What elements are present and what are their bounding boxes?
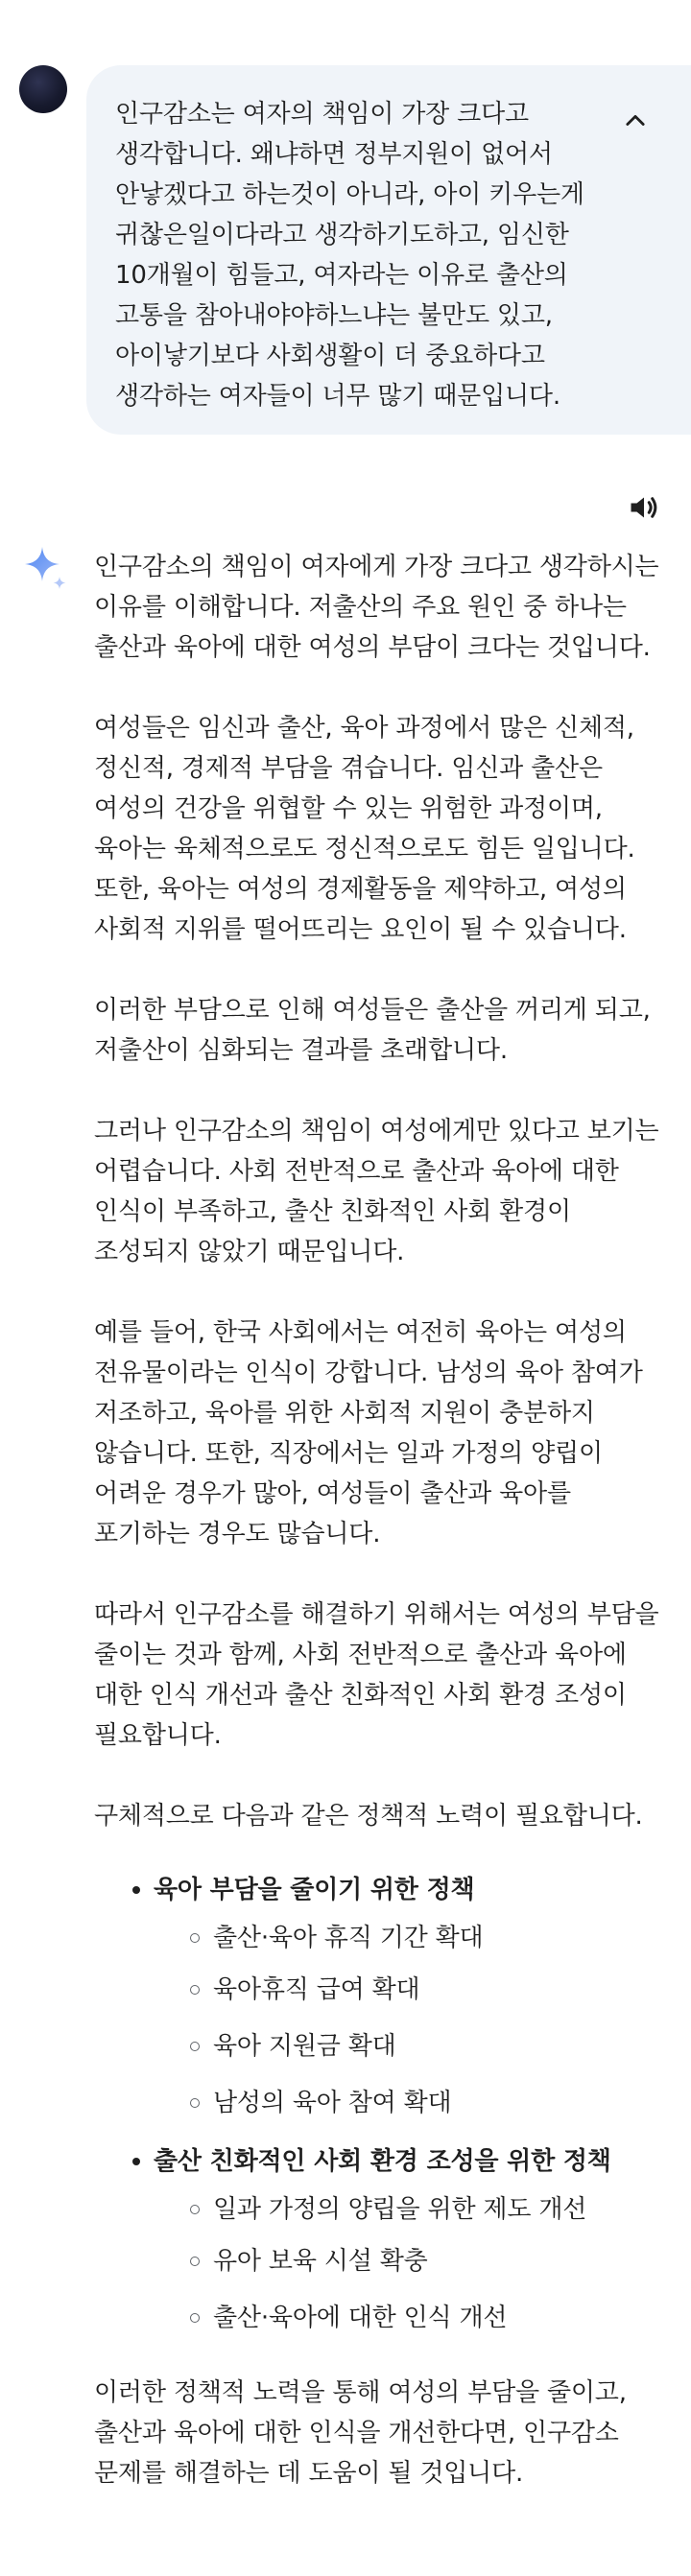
policy-sub-list — [132, 1915, 674, 2131]
response-paragraph: 예를 들어, 한국 사회에서는 여전히 육아는 여성의 전유물이라는 인식이 강합니다. 남성의 육아 참여가 저조하고, 육아를 위한 사회적 지원이 충분하지 않습니다. 또한, 직장에서는 일과 가정의 양립이 어려운 경우가 많아, 여성들이 출산과 육아를 포기하는 경우도 많습니다. — [94, 1318, 643, 1548]
policy-item: 남성의 육아 참여 확대 — [190, 2074, 674, 2131]
policy-item: 출산·육아 휴직 기간 확대 — [190, 1915, 674, 1961]
user-message-text: 인구감소는 여자의 책임이 가장 크다고 생각합니다. 왜냐하면 정부지원이 없어서 안낳겠다고 하는것이 아니라, 아이 키우는게 귀찮은일이다라고 생각하기도하고, 임신한 10개월이 힘들고, 여자라는 이유로 출산의 고통을 참아내야야하느냐는 불만도 있고, 아이낳기보다 사회생활이 더 중요하다고 생각하는 여자들이 너무 많기 때문입니다. — [115, 100, 584, 411]
response-paragraph: 이러한 부담으로 인해 여성들은 출산을 꺼리게 되고, 저출산이 심화되는 결과를 초래합니다. — [94, 996, 651, 1065]
policy-item: 육아 지원금 확대 — [190, 2018, 674, 2074]
user-avatar[interactable] — [19, 65, 67, 113]
policy-item: 육아휴직 급여 확대 — [190, 1961, 674, 2018]
policy-group — [132, 2137, 674, 2346]
read-aloud-button[interactable] — [620, 484, 668, 532]
response-paragraph: 여성들은 임신과 출산, 육아 과정에서 많은 신체적, 정신적, 경제적 부담을 겪습니다. 임신과 출산은 여성의 건강을 위협할 수 있는 위험한 과정이며, 육아는 육체적으로도 정신적으로도 힘든 일입니다. 또한, 육아는 여성의 경제활동을 제약하고, 여성의 사회적 지위를 떨어뜨리는 요인이 될 수 있습니다. — [94, 714, 635, 944]
volume-up-icon — [627, 490, 661, 525]
user-message-row — [0, 0, 691, 451]
policy-list — [94, 1865, 674, 2346]
chevron-up-icon — [622, 107, 649, 134]
circle-bullet-icon — [190, 1985, 200, 1995]
circle-bullet-icon — [190, 2205, 200, 2214]
policy-group — [132, 1865, 674, 2131]
policy-sub-list — [132, 2186, 674, 2346]
response-paragraph: 그러나 인구감소의 책임이 여성에게만 있다고 보기는 어렵습니다. 사회 전반적으로 출산과 육아에 대한 인식이 부족하고, 출산 친화적인 사회 환경이 조성되지 않았기 때문입니다. — [94, 1117, 659, 1266]
response-paragraph: 따라서 인구감소를 해결하기 위해서는 여성의 부담을 줄이는 것과 함께, 사회 전반적으로 출산과 육아에 대한 인식 개선과 출산 친화적인 사회 환경 조성이 필요합니다. — [94, 1600, 659, 1750]
collapse-button[interactable] — [608, 94, 662, 148]
policy-group-title: 출산 친화적인 사회 환경 조성을 위한 정책 — [154, 2147, 611, 2176]
policy-item: 출산·육아에 대한 인식 개선 — [190, 2289, 674, 2346]
assistant-response — [94, 547, 674, 2493]
circle-bullet-icon — [190, 2257, 200, 2266]
response-conclusion: 이러한 정책적 노력을 통해 여성의 부담을 줄이고, 출산과 육아에 대한 인식을 개선한다면, 인구감소 문제를 해결하는 데 도움이 될 것입니다. — [94, 2378, 627, 2488]
policy-item: 일과 가정의 양립을 위한 제도 개선 — [190, 2186, 674, 2233]
gemini-sparkle-icon — [23, 545, 69, 591]
circle-bullet-icon — [190, 2098, 200, 2108]
circle-bullet-icon — [190, 2313, 200, 2323]
bullet-icon — [132, 1886, 140, 1894]
policy-group-title: 육아 부담을 줄이기 위한 정책 — [154, 1876, 475, 1904]
response-paragraph: 인구감소의 책임이 여자에게 가장 크다고 생각하시는 이유를 이해합니다. 저출산의 주요 원인 중 하나는 출산과 육아에 대한 여성의 부담이 크다는 것입니다. — [94, 553, 659, 662]
circle-bullet-icon — [190, 2042, 200, 2051]
policy-intro: 구체적으로 다음과 같은 정책적 노력이 필요합니다. — [94, 1802, 643, 1831]
policy-item: 유아 보육 시설 확충 — [190, 2233, 674, 2289]
user-message-bubble — [86, 65, 691, 435]
bullet-icon — [132, 2158, 140, 2165]
circle-bullet-icon — [190, 1933, 200, 1943]
